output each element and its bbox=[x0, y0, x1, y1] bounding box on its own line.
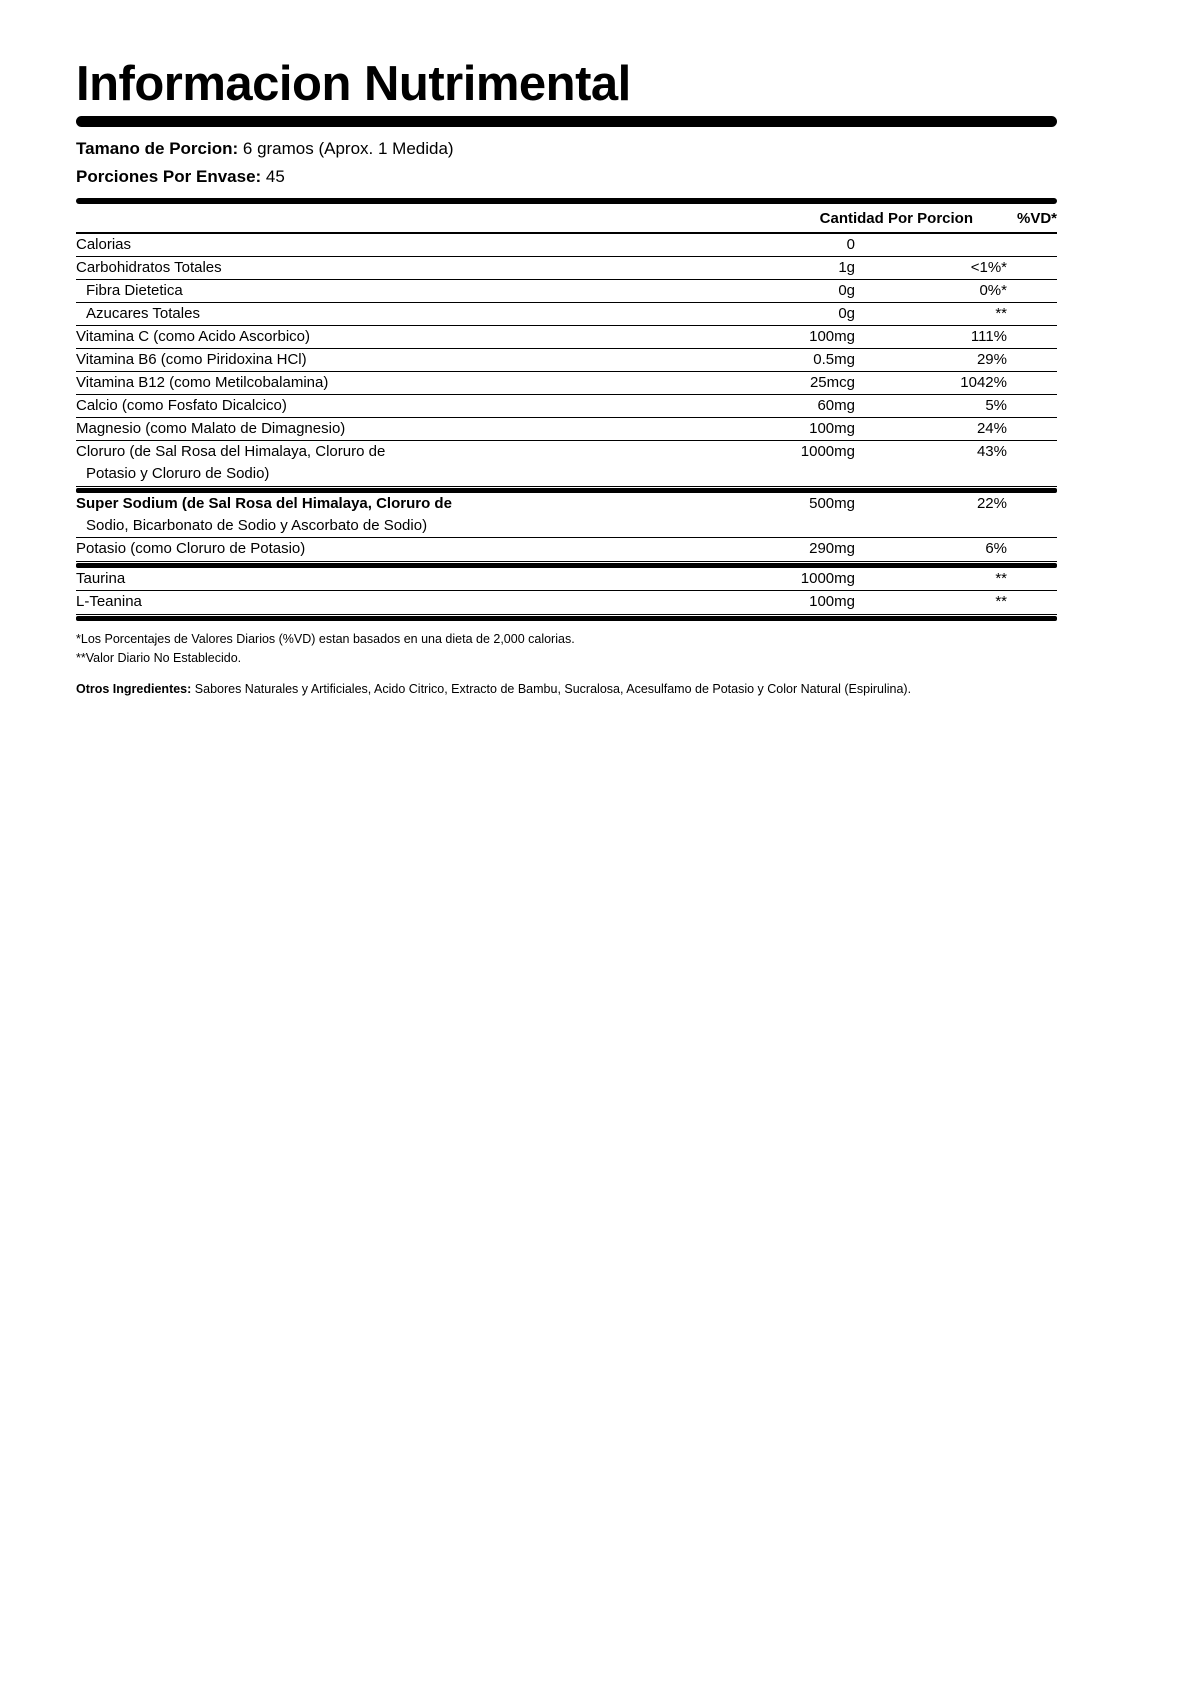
serving-size-label: Tamano de Porcion: bbox=[76, 139, 239, 158]
ingredients-label: Otros Ingredientes: bbox=[76, 682, 192, 696]
table-row bbox=[76, 418, 1057, 441]
nutrient-dv: <1%* bbox=[970, 259, 1007, 276]
nutrient-name: Vitamina B12 (como Metilcobalamina) bbox=[76, 374, 329, 391]
nutrient-amount: 100mg bbox=[809, 328, 855, 345]
row-divider bbox=[76, 486, 1057, 487]
nutrient-dv: 22% bbox=[976, 495, 1007, 512]
nutrient-amount: 1000mg bbox=[800, 443, 855, 460]
nutrient-dv: ** bbox=[995, 593, 1007, 610]
servings-label: Porciones Por Envase: bbox=[76, 167, 262, 186]
nutrient-amount: 0g bbox=[838, 305, 855, 322]
nutrient-amount: 100mg bbox=[809, 593, 855, 610]
table-header bbox=[76, 204, 1057, 234]
nutrient-amount: 0.5mg bbox=[813, 351, 855, 368]
nutrient-name-continued: Sodio, Bicarbonato de Sodio y Ascorbato de Sodio) bbox=[86, 517, 428, 534]
nutrient-amount: 60mg bbox=[817, 397, 855, 414]
nutrient-dv: 1042% bbox=[960, 374, 1007, 391]
table-row bbox=[76, 441, 1057, 485]
nutrient-amount: 1000mg bbox=[800, 570, 855, 587]
nutrient-amount: 0g bbox=[838, 282, 855, 299]
nutrient-dv: 43% bbox=[976, 443, 1007, 460]
nutrient-dv: 6% bbox=[985, 540, 1007, 557]
nutrient-dv: 24% bbox=[976, 420, 1007, 437]
title-rule bbox=[76, 116, 1057, 127]
nutrient-amount: 1g bbox=[838, 259, 855, 276]
other-ingredients bbox=[76, 680, 1057, 699]
nutrient-amount: 500mg bbox=[809, 495, 855, 512]
nutrient-dv: ** bbox=[995, 570, 1007, 587]
nutrient-dv: 29% bbox=[976, 351, 1007, 368]
nutrient-name: Cloruro (de Sal Rosa del Himalaya, Cloruro de bbox=[76, 443, 386, 460]
table-row bbox=[76, 591, 1057, 613]
table-bottom-divider bbox=[76, 616, 1057, 621]
nutrient-amount: 0 bbox=[846, 236, 855, 253]
footnotes bbox=[76, 630, 1057, 668]
table-row bbox=[76, 326, 1057, 349]
serving-size-value: 6 gramos (Aprox. 1 Medida) bbox=[242, 139, 454, 158]
nutrient-name-continued: Potasio y Cloruro de Sodio) bbox=[86, 465, 270, 482]
nutrient-name: L-Teanina bbox=[76, 593, 142, 610]
nutrient-name: Fibra Dietetica bbox=[86, 282, 183, 299]
nutrient-amount: 290mg bbox=[809, 540, 855, 557]
nutrient-name-block bbox=[76, 441, 765, 485]
table-row bbox=[76, 280, 1057, 303]
nutrient-name: Vitamina B6 (como Piridoxina HCl) bbox=[76, 351, 307, 368]
nutrient-amount: 100mg bbox=[809, 420, 855, 437]
servings-value: 45 bbox=[265, 167, 285, 186]
nutrient-name: Potasio (como Cloruro de Potasio) bbox=[76, 540, 306, 557]
table-row bbox=[76, 395, 1057, 418]
ingredients-text: Sabores Naturales y Artificiales, Acido Citrico, Extracto de Bambu, Sucralosa, Acesulfamo de Potasio y Color Natural (Espirulina). bbox=[194, 682, 912, 696]
nutrient-name: Super Sodium (de Sal Rosa del Himalaya, Cloruro de bbox=[76, 495, 452, 512]
table-row bbox=[76, 538, 1057, 560]
header-dv: %VD* bbox=[1016, 209, 1057, 227]
servings-per-container-line bbox=[76, 163, 1057, 191]
table-row bbox=[76, 234, 1057, 257]
serving-size-line bbox=[76, 135, 1057, 163]
nutrient-name: Azucares Totales bbox=[86, 305, 200, 322]
nutrient-name: Calcio (como Fosfato Dicalcico) bbox=[76, 397, 287, 414]
nutrient-dv: 111% bbox=[970, 328, 1007, 345]
nutrient-name: Magnesio (como Malato de Dimagnesio) bbox=[76, 420, 346, 437]
no-dv-footnote: **Valor Diario No Establecido. bbox=[76, 651, 242, 665]
nutrition-facts-panel bbox=[76, 52, 1057, 699]
serving-info bbox=[76, 135, 1057, 191]
row-divider bbox=[76, 561, 1057, 562]
nutrient-name: Carbohidratos Totales bbox=[76, 259, 222, 276]
table-row bbox=[76, 257, 1057, 280]
nutrient-dv: 5% bbox=[985, 397, 1007, 414]
nutrient-dv: 0%* bbox=[979, 282, 1007, 299]
table-row bbox=[76, 493, 1057, 538]
nutrient-name: Taurina bbox=[76, 570, 126, 587]
dv-footnote: *Los Porcentajes de Valores Diarios (%VD) estan basados en una dieta de 2,000 calorias. bbox=[76, 632, 575, 646]
nutrient-name: Vitamina C (como Acido Ascorbico) bbox=[76, 328, 310, 345]
row-divider bbox=[76, 614, 1057, 615]
panel-title: Informacion Nutrimental bbox=[76, 57, 631, 111]
nutrient-amount: 25mcg bbox=[809, 374, 855, 391]
nutrient-dv bbox=[855, 234, 1057, 256]
nutrient-name-block bbox=[76, 493, 765, 537]
table-row bbox=[76, 372, 1057, 395]
table-row bbox=[76, 303, 1057, 326]
nutrient-dv: ** bbox=[995, 305, 1007, 322]
table-row bbox=[76, 568, 1057, 591]
table-row bbox=[76, 349, 1057, 372]
nutrient-name: Calorias bbox=[76, 236, 132, 253]
header-amount: Cantidad Por Porcion bbox=[819, 209, 973, 227]
